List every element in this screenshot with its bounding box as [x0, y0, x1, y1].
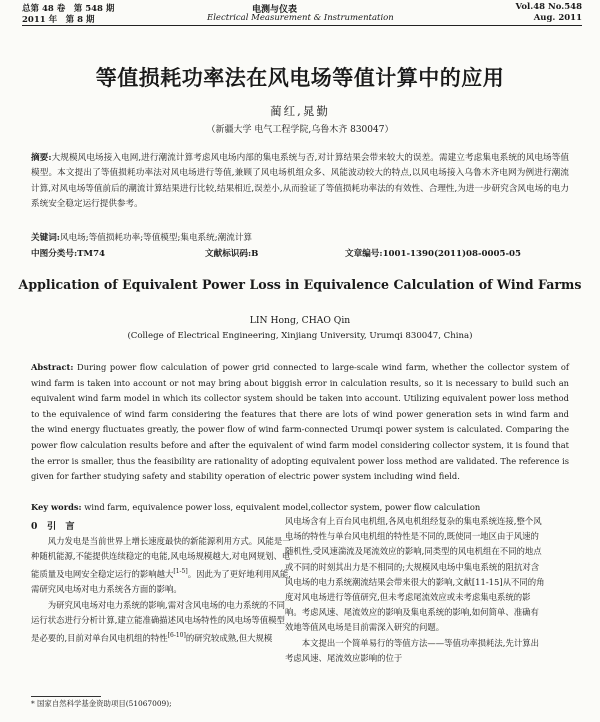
body-column-right: [285, 514, 547, 666]
affiliation-cn: （新疆大学 电气工程学院,乌鲁木齐 830047）: [206, 125, 394, 135]
citation: [1-5]: [173, 568, 188, 576]
clc-field: [31, 247, 105, 259]
keywords-en-label: Key words:: [31, 502, 82, 512]
abstract-cn-label: 摘要:: [31, 153, 52, 163]
keywords-cn-text: 风电场;等值损耗功率;等值模型;集电系统;潮流计算: [59, 233, 253, 243]
abstract-en-label: Abstract:: [31, 362, 74, 372]
abstract-cn: [31, 151, 569, 213]
doc-code-field: [205, 247, 258, 259]
section-number: 0: [31, 521, 38, 532]
keywords-cn-label: 关键词:: [31, 233, 60, 243]
paper-title-cn: 等值损耗功率法在风电场等值计算中的应用: [95, 65, 505, 90]
header-journal-en: Electrical Measurement & Instrumentation: [207, 13, 394, 23]
authors-cn: 蔺红,晁勤: [270, 104, 330, 118]
running-header: [22, 2, 582, 26]
header-rule: [22, 25, 582, 26]
body-paragraph: 风电场含有上百台风电机组,各风电机组经复杂的集电系统连接,整个风电场的特性与单台风电机组的特性是不同的,既使同一地区由于风速的随机性,受风速湍流及尾流效应的影响,同类型的风电机组在不同的地点或不同的时刻其出力是不相同的;大规模风电场中集电系统的阻抗对含风电场的电力系统潮流结果会带来很大的影响,文献[11-15]从不同的角度对风电场进行等值研究,但未考虑尾流效应或未考虑集电系统的影响。考虑风速、尾流效应的影响及集电系统的影响,如何简单、准确有效地等值风电场是目前需深入研究的问题。: [285, 516, 545, 633]
header-journal-cn: 电测与仪表: [252, 5, 298, 15]
affiliation-en: (College of Electrical Engineering, Xinjiang University, Urumqi 830047, China): [127, 331, 473, 341]
body-paragraph: 本文提出一个简单易行的等值方法——等值功率损耗法,先计算出考虑风速、尾流效应影响的位于: [285, 637, 539, 663]
header-volume-cn: 总第 48 卷 第 548 期: [22, 4, 115, 14]
section-heading: [31, 518, 75, 532]
citation: [6-10]: [167, 632, 186, 640]
footnote: * 国家自然科学基金资助项目(51067009);: [31, 699, 172, 708]
authors-en: LIN Hong, CHAO Qin: [249, 315, 351, 326]
body-text: 为研究风电场对电力系统的影响,需对含风电场的电力系统的不同运行状态进行分析计算,建立能准确描述风电场特性的风电场等值模型是必要的,目前对单台风电机组的特性: [31, 599, 285, 643]
body-text: 。因此为了更好地利用风能,需研究风电场对电力系统各方面的影响。: [31, 569, 291, 595]
paper-title-en: Application of Equivalent Power Loss in Equivalence Calculation of Wind Farms: [18, 277, 582, 292]
body-text: 风力发电是当前世界上增长速度最快的新能源利用方式。风能是一种随机能源,不能提供连续稳定的电能,风电场规模越大,对电网规划、电能质量及电网安全稳定运行的影响越大: [31, 536, 291, 580]
keywords-en-text: wind farm, equivalence power loss, equivalent model,collector system, power flow calculation: [84, 502, 481, 512]
body-column-left: [31, 534, 293, 646]
abstract-cn-text: 大规模风电场接入电网,进行潮流计算考虑风电场内部的集电系统与否,对计算结果会带来较大的误差。需建立考虑集电系统的风电场等值模型。本文提出了等值损耗功率法对风电场进行等值,兼顾了风电场机组众多、风能波动较大的特点,以风电场接入乌鲁木齐电网为例进行潮流计算,对风电场等值前后的潮流计算结果进行比较,结果相近,误差小,从而验证了等值损耗功率法的有效性、合理性,为进一步研究含风电场的电力系统安全稳定运行提供参考。: [31, 153, 569, 210]
footnote-rule: [31, 696, 101, 697]
article-no-field: [345, 247, 521, 259]
body-text: 的研究较成熟,但大规模: [185, 632, 273, 643]
header-date-en: Aug. 2011: [533, 13, 582, 23]
article-no-label: 文章编号:: [345, 249, 383, 259]
clc-label: 中图分类号:: [31, 249, 78, 259]
clc-value: TM74: [77, 249, 106, 259]
body-paragraph: [31, 534, 293, 598]
abstract-en: [31, 360, 569, 485]
abstract-en-text: During power flow calculation of power grid connected to large-scale wind farm, whether the collector system of wind farm is taken into account or not may bring about biggish error in calculation results, so it is necessary to build such an equivalent wind farm model in which its collector system should be taken into account. Utilizing equivalent power loss method to the equivalence of wind farm considering the features that there are lots of wind power generation sets in wind farm and the wind energy fluctuates greatly, the power flow of wind farm-connected Urumqi power system is calculated. Comparing the power flow calculation results before and after the equivalent of wind farm model considering collector system, it is found that the error is smaller, thus the feasibility are rationality of adopting equivalent power loss method are validated. The reference is given for farther studying safety and stability operation of electric power system including wind field.: [31, 362, 569, 482]
article-no-value: 1001-1390(2011)08-0005-05: [382, 249, 521, 259]
section-title: 引 言: [47, 521, 75, 532]
body-paragraph: [31, 598, 293, 646]
header-volume-en: Vol.48 No.548: [515, 2, 582, 12]
keywords-cn: [31, 231, 569, 246]
doc-code-label: 文献标识码:: [205, 249, 252, 259]
header-year-cn: 2011 年 第 8 期: [22, 15, 95, 25]
doc-code-value: B: [251, 249, 259, 259]
